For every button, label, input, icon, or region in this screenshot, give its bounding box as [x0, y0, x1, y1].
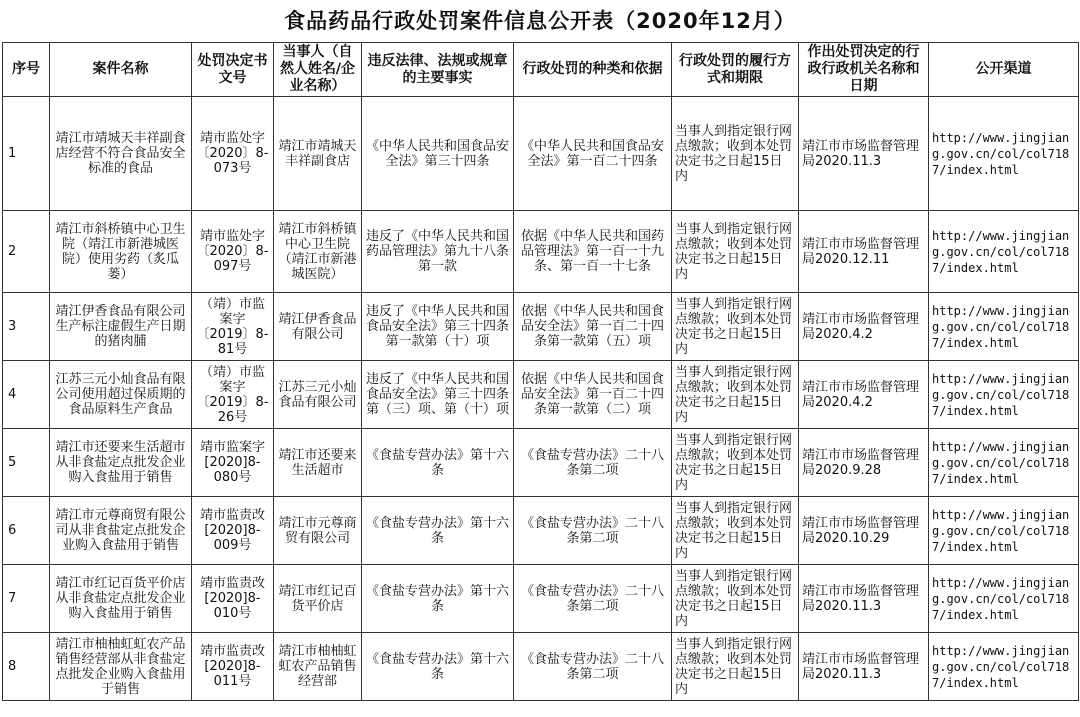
- cell-case-name: 江苏三元小灿食品有限公司使用超过保质期的食品原料生产食品: [50, 361, 192, 429]
- table-row: [3, 497, 1079, 565]
- cell-case-name: 靖江市斜桥镇中心卫生院（靖江市新港城医院）使用劣药（炙瓜蒌）: [50, 211, 192, 293]
- header-execution: 行政处罚的履行方式和期限: [672, 43, 799, 97]
- cell-seq: 6: [3, 497, 50, 565]
- table-row: [3, 429, 1079, 497]
- table-row: [3, 293, 1079, 361]
- cell-execution: 当事人到指定银行网点缴款；收到本处罚决定书之日起15日内: [672, 293, 799, 361]
- cell-facts: 违反了《中华人民共和国食品安全法》第三十四条第（三）项、第（十）项: [362, 361, 514, 429]
- cell-channel-link[interactable]: http://www.jingjiang.gov.cn/col/col7187/index.html: [929, 429, 1079, 497]
- cell-channel-link[interactable]: http://www.jingjiang.gov.cn/col/col7187/index.html: [929, 211, 1079, 293]
- cell-channel-link[interactable]: http://www.jingjiang.gov.cn/col/col7187/index.html: [929, 565, 1079, 633]
- cell-channel-link[interactable]: http://www.jingjiang.gov.cn/col/col7187/index.html: [929, 497, 1079, 565]
- cell-doc-number: （靖）市监案字〔2019〕8-26号: [192, 361, 274, 429]
- cell-facts: 《中华人民共和国食品安全法》第三十四条: [362, 97, 514, 211]
- cell-case-name: 靖江市靖城天丰祥副食店经营不符合食品安全标准的食品: [50, 97, 192, 211]
- cell-agency-date: 靖江市市场监督管理局2020.11.3: [799, 97, 929, 211]
- cell-channel-link[interactable]: http://www.jingjiang.gov.cn/col/col7187/index.html: [929, 361, 1079, 429]
- cell-facts: 违反了《中华人民共和国药品管理法》第九十八条第一款: [362, 211, 514, 293]
- cell-case-name: 靖江市红记百货平价店从非食盐定点批发企业购入食盐用于销售: [50, 565, 192, 633]
- cell-party: 靖江市斜桥镇中心卫生院（靖江市新港城医院）: [274, 211, 362, 293]
- cell-penalty-basis: 依据《中华人民共和国食品安全法》第一百二十四条第一款第（五）项: [514, 293, 672, 361]
- table-row: [3, 361, 1079, 429]
- cell-execution: 当事人到指定银行网点缴款；收到本处罚决定书之日起15日内: [672, 565, 799, 633]
- cell-penalty-basis: 依据《中华人民共和国食品安全法》第一百二十四条第一款第（二）项: [514, 361, 672, 429]
- header-facts: 违反法律、法规或规章的主要事实: [362, 43, 514, 97]
- cell-doc-number: 靖市监责改[2020]8-009号: [192, 497, 274, 565]
- cell-seq: 7: [3, 565, 50, 633]
- table-row: [3, 633, 1079, 701]
- cell-doc-number: 靖市监责改[2020]8-010号: [192, 565, 274, 633]
- header-party: 当事人（自然人姓名/企业名称）: [274, 43, 362, 97]
- cell-penalty-basis: 《食盐专营办法》二十八条第二项: [514, 429, 672, 497]
- header-agency-date: 作出处罚决定的行政行政机关名称和日期: [799, 43, 929, 97]
- cell-doc-number: 靖市监责改[2020]8-011号: [192, 633, 274, 701]
- cell-party: 靖江市元尊商贸有限公司: [274, 497, 362, 565]
- cell-penalty-basis: 《食盐专营办法》二十八条第二项: [514, 497, 672, 565]
- cell-channel-link[interactable]: http://www.jingjiang.gov.cn/col/col7187/index.html: [929, 97, 1079, 211]
- cell-facts: 《食盐专营办法》第十六条: [362, 633, 514, 701]
- cell-doc-number: 靖市监处字〔2020〕8-073号: [192, 97, 274, 211]
- cell-case-name: 靖江市元尊商贸有限公司从非食盐定点批发企业购入食盐用于销售: [50, 497, 192, 565]
- cell-seq: 4: [3, 361, 50, 429]
- cell-penalty-basis: 《中华人民共和国食品安全法》第一百二十四条: [514, 97, 672, 211]
- page-title: 食品药品行政处罚案件信息公开表（2020年12月）: [284, 9, 796, 33]
- cell-facts: 《食盐专营办法》第十六条: [362, 429, 514, 497]
- table-header-row: [3, 43, 1079, 97]
- cell-seq: 1: [3, 97, 50, 211]
- cell-case-name: 靖江市还要来生活超市从非食盐定点批发企业购入食盐用于销售: [50, 429, 192, 497]
- cell-facts: 《食盐专营办法》第十六条: [362, 565, 514, 633]
- cell-seq: 8: [3, 633, 50, 701]
- cell-party: 靖江市还要来生活超市: [274, 429, 362, 497]
- cell-case-name: 靖江伊香食品有限公司生产标注虚假生产日期的猪肉脯: [50, 293, 192, 361]
- cell-party: 靖江伊香食品有限公司: [274, 293, 362, 361]
- cell-seq: 3: [3, 293, 50, 361]
- cell-channel-link[interactable]: http://www.jingjiang.gov.cn/col/col7187/index.html: [929, 293, 1079, 361]
- cell-execution: 当事人到指定银行网点缴款；收到本处罚决定书之日起15日内: [672, 497, 799, 565]
- cell-execution: 当事人到指定银行网点缴款；收到本处罚决定书之日起15日内: [672, 211, 799, 293]
- cell-doc-number: 靖市监案字[2020]8-080号: [192, 429, 274, 497]
- cell-agency-date: 靖江市市场监督管理局2020.4.2: [799, 293, 929, 361]
- cell-agency-date: 靖江市市场监督管理局2020.11.3: [799, 565, 929, 633]
- header-seq: 序号: [3, 43, 50, 97]
- cell-execution: 当事人到指定银行网点缴款；收到本处罚决定书之日起15日内: [672, 429, 799, 497]
- cell-doc-number: （靖）市监案字〔2019〕8-81号: [192, 293, 274, 361]
- cell-agency-date: 靖江市市场监督管理局2020.11.3: [799, 633, 929, 701]
- cell-agency-date: 靖江市市场监督管理局2020.10.29: [799, 497, 929, 565]
- header-doc-number: 处罚决定书文号: [192, 43, 274, 97]
- cell-case-name: 靖江市柚柚虹虹农产品销售经营部从非食盐定点批发企业购入食盐用于销售: [50, 633, 192, 701]
- cell-facts: 违反了《中华人民共和国食品安全法》第三十四条第一款第（十）项: [362, 293, 514, 361]
- cell-execution: 当事人到指定银行网点缴款；收到本处罚决定书之日起15日内: [672, 97, 799, 211]
- cell-doc-number: 靖市监处字〔2020〕8-097号: [192, 211, 274, 293]
- cell-party: 江苏三元小灿食品有限公司: [274, 361, 362, 429]
- cell-party: 靖江市红记百货平价店: [274, 565, 362, 633]
- header-penalty-basis: 行政处罚的种类和依据: [514, 43, 672, 97]
- table-row: [3, 97, 1079, 211]
- cell-agency-date: 靖江市市场监督管理局2020.12.11: [799, 211, 929, 293]
- cell-penalty-basis: 依据《中华人民共和国药品管理法》第一百一十九条、第一百一十七条: [514, 211, 672, 293]
- cell-facts: 《食盐专营办法》第十六条: [362, 497, 514, 565]
- cell-party: 靖江市柚柚虹虹农产品销售经营部: [274, 633, 362, 701]
- cell-channel-link[interactable]: http://www.jingjiang.gov.cn/col/col7187/index.html: [929, 633, 1079, 701]
- cell-agency-date: 靖江市市场监督管理局2020.4.2: [799, 361, 929, 429]
- cell-execution: 当事人到指定银行网点缴款；收到本处罚决定书之日起15日内: [672, 361, 799, 429]
- penalty-table: [2, 42, 1079, 701]
- cell-penalty-basis: 《食盐专营办法》二十八条第二项: [514, 633, 672, 701]
- cell-execution: 当事人到指定银行网点缴款；收到本处罚决定书之日起15日内: [672, 633, 799, 701]
- header-case-name: 案件名称: [50, 43, 192, 97]
- header-channel: 公开渠道: [929, 43, 1079, 97]
- cell-penalty-basis: 《食盐专营办法》二十八条第二项: [514, 565, 672, 633]
- cell-seq: 5: [3, 429, 50, 497]
- table-row: [3, 565, 1079, 633]
- cell-party: 靖江市靖城天丰祥副食店: [274, 97, 362, 211]
- table-row: [3, 211, 1079, 293]
- cell-seq: 2: [3, 211, 50, 293]
- cell-agency-date: 靖江市市场监督管理局2020.9.28: [799, 429, 929, 497]
